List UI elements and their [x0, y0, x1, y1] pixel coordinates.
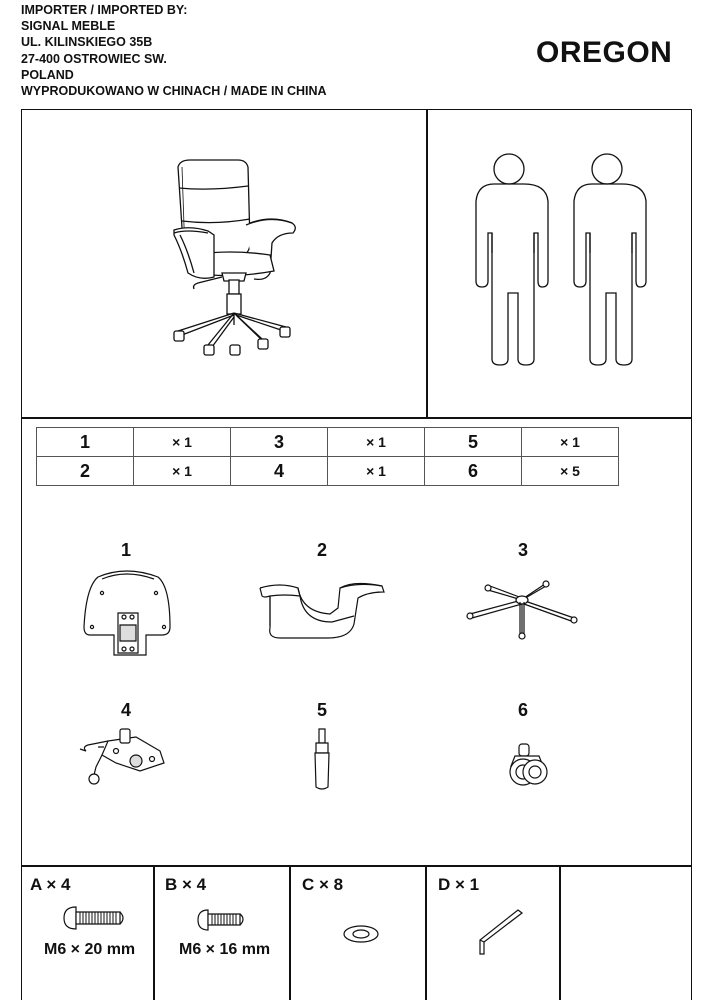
part-number-cell: 5 — [425, 428, 522, 457]
part-quantity-cell: × 1 — [328, 428, 425, 457]
hardware-label: B × 4 — [165, 875, 207, 894]
importer-line: 27-400 OSTROWIEC SW. — [21, 51, 167, 66]
part-number-cell: 4 — [231, 457, 328, 486]
importer-line: UL. KILINSKIEGO 35B — [21, 35, 153, 50]
divider — [559, 865, 561, 1000]
part-number-cell: 2 — [37, 457, 134, 486]
divider — [289, 865, 291, 1000]
part-number-cell: 6 — [425, 457, 522, 486]
two-persons-icon — [470, 153, 650, 368]
part-label: 6 — [517, 700, 528, 720]
divider — [426, 109, 428, 418]
bolt-icon — [196, 909, 246, 931]
hardware-label: D × 1 — [438, 875, 480, 894]
part-quantity-cell: × 1 — [134, 457, 231, 486]
hardware-label: C × 8 — [302, 875, 344, 894]
divider — [21, 417, 692, 419]
divider — [21, 865, 692, 867]
hardware-size: M6 × 20 mm — [44, 941, 136, 958]
part-quantity-cell: × 1 — [522, 428, 619, 457]
importer-info — [21, 2, 327, 99]
part-quantity-cell: × 1 — [134, 428, 231, 457]
part-number-cell: 3 — [231, 428, 328, 457]
table-row — [37, 457, 619, 486]
importer-line: SIGNAL MEBLE — [21, 19, 116, 34]
caster-wheel-icon — [505, 740, 551, 788]
gas-lift-icon — [310, 727, 334, 793]
importer-line: IMPORTER / IMPORTED BY: — [21, 3, 188, 17]
importer-line: POLAND — [21, 67, 74, 82]
hardware-size: M6 × 16 mm — [179, 941, 271, 958]
divider — [153, 865, 155, 1000]
star-base-icon — [466, 582, 578, 642]
hardware-label: A × 4 — [30, 875, 71, 894]
part-label: 4 — [120, 700, 131, 720]
divider — [425, 865, 427, 1000]
part-quantity-cell: × 1 — [328, 457, 425, 486]
product-name: OREGON — [536, 36, 673, 69]
tilt-mechanism-icon — [78, 727, 170, 791]
part-quantity-cell: × 5 — [522, 457, 619, 486]
parts-table — [36, 427, 619, 486]
bolt-icon — [62, 905, 128, 931]
seat-with-armrests-icon — [258, 578, 388, 643]
backrest-icon — [84, 567, 174, 662]
part-label: 1 — [120, 540, 131, 560]
office-chair-icon — [160, 155, 310, 360]
importer-line: WYPRODUKOWANO W CHINACH / MADE IN CHINA — [21, 84, 327, 99]
washer-icon — [342, 924, 380, 944]
person-icon — [476, 154, 548, 365]
part-number-cell: 1 — [37, 428, 134, 457]
part-label: 3 — [517, 540, 528, 560]
part-label: 5 — [316, 700, 327, 720]
part-label: 2 — [316, 540, 327, 560]
allen-key-icon — [470, 908, 524, 958]
person-icon — [574, 154, 646, 365]
table-row — [37, 428, 619, 457]
